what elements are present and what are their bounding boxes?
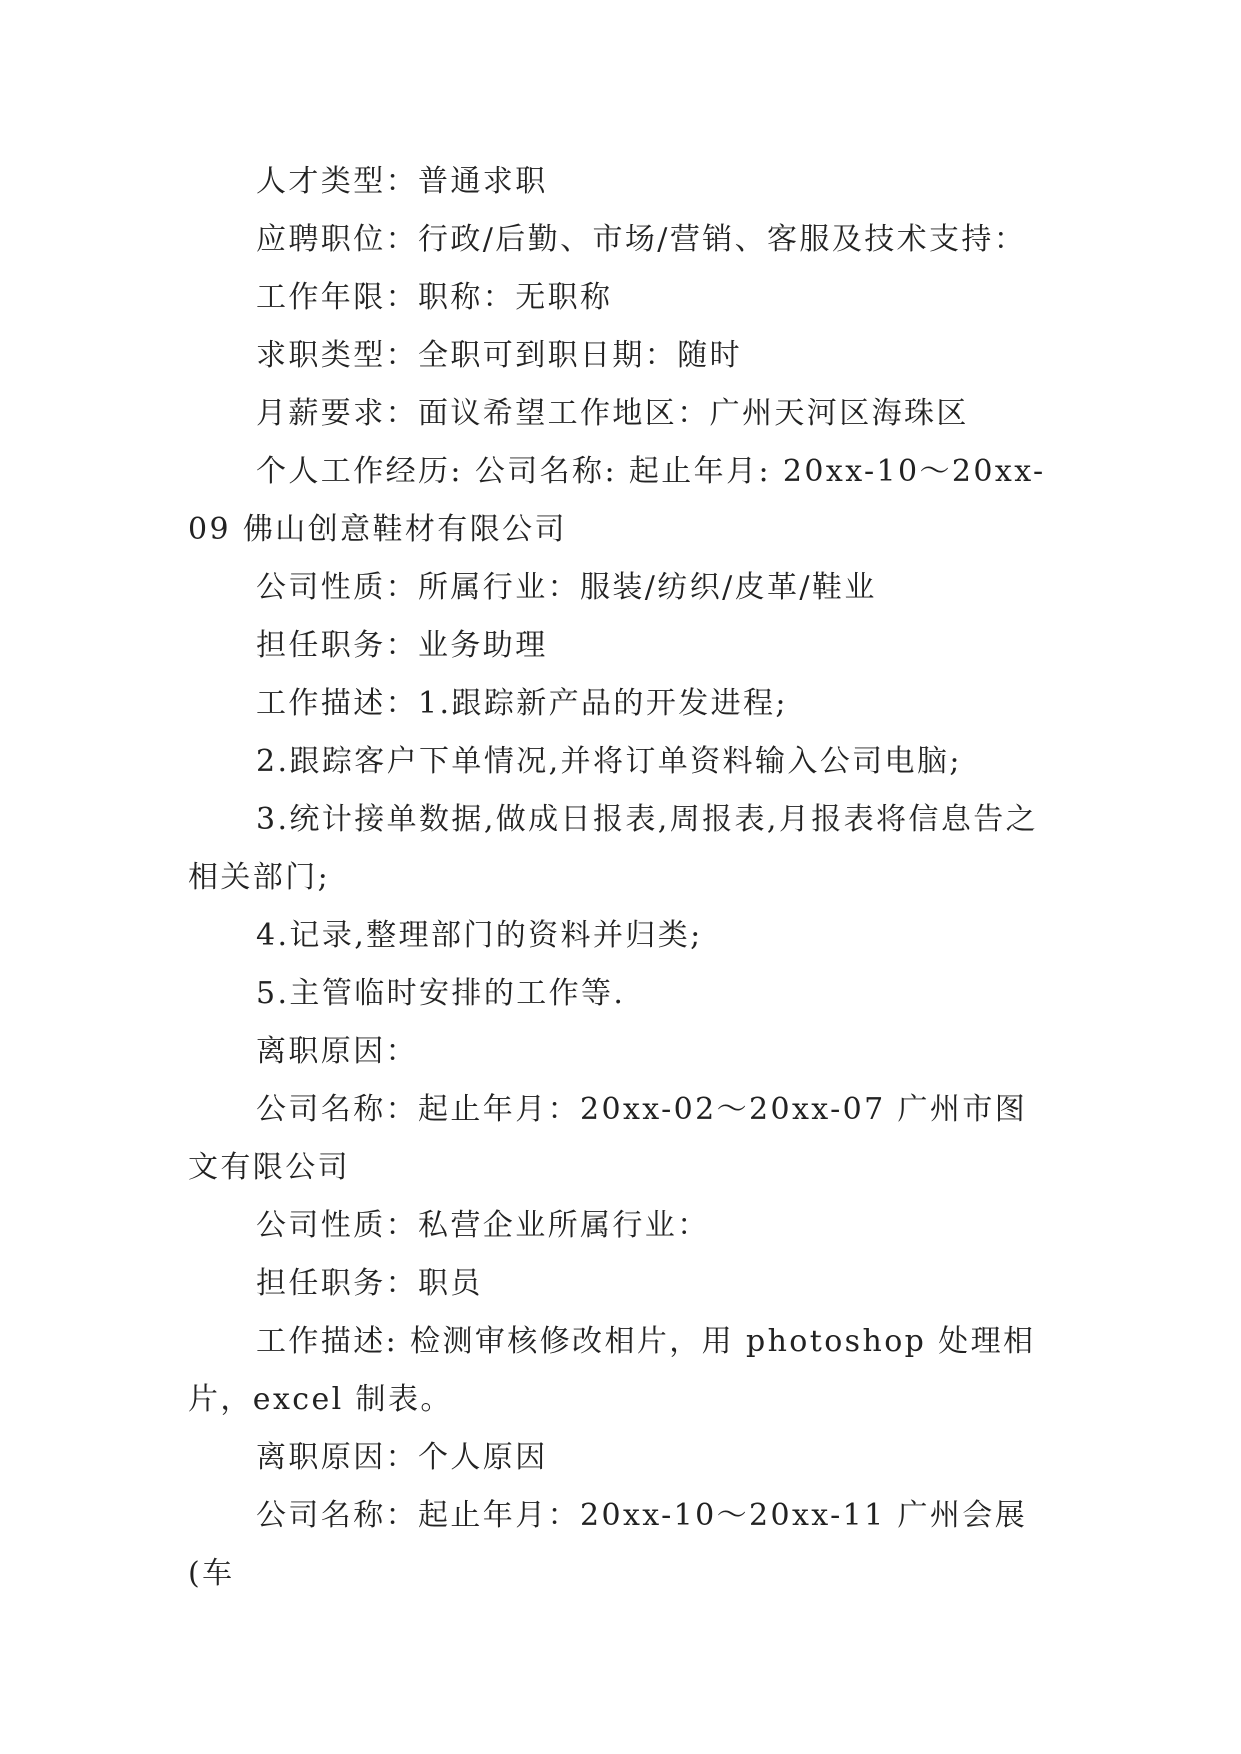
paragraph-salary: 月薪要求：面议希望工作地区：广州天河区海珠区 [256, 396, 969, 431]
paragraph-duty-4: 4.记录,整理部门的资料并归类; [256, 918, 703, 953]
document-body [188, 153, 1058, 1603]
paragraph-duty-2: 2.跟踪客户下单情况,并将订单资料输入公司电脑; [256, 744, 962, 779]
paragraph-leave-reason-2: 离职原因：个人原因 [256, 1440, 548, 1475]
paragraph-position-2: 担任职务：职员 [256, 1266, 483, 1301]
paragraph-duty-5: 5.主管临时安排的工作等. [256, 976, 626, 1011]
paragraph-job-description-2: 工作描述: 检测审核修改相片，用 photoshop 处理相片，excel 制表。 [188, 1324, 1036, 1417]
paragraph-work-history-1: 个人工作经历: 公司名称: 起止年月: 20xx-10～20xx-09 佛山创意鞋材有限公司 [188, 454, 1046, 547]
paragraph-company-nature-2: 公司性质：私营企业所属行业： [256, 1208, 710, 1243]
paragraph-duty-3: 3.统计接单数据,做成日报表,周报表,月报表将信息告之相关部门; [188, 802, 1039, 895]
paragraph-position-1: 担任职务：业务助理 [256, 628, 548, 663]
paragraph-leave-reason-1: 离职原因： [256, 1034, 418, 1069]
paragraph-talent-type: 人才类型：普通求职 [256, 164, 548, 199]
paragraph-work-years: 工作年限：职称：无职称 [256, 280, 613, 315]
paragraph-job-description-1: 工作描述：1.跟踪新产品的开发进程; [256, 686, 788, 721]
paragraph-job-type: 求职类型：全职可到职日期：随时 [256, 338, 742, 373]
paragraph-company-2: 公司名称：起止年月：20xx-02～20xx-07 广州市图文有限公司 [188, 1092, 1028, 1185]
paragraph-company-nature-1: 公司性质：所属行业：服装/纺织/皮革/鞋业 [256, 570, 877, 605]
paragraph-applied-position: 应聘职位：行政/后勤、市场/营销、客服及技术支持： [256, 222, 1027, 257]
paragraph-company-3: 公司名称：起止年月：20xx-10～20xx-11 广州会展(车 [188, 1498, 1028, 1591]
